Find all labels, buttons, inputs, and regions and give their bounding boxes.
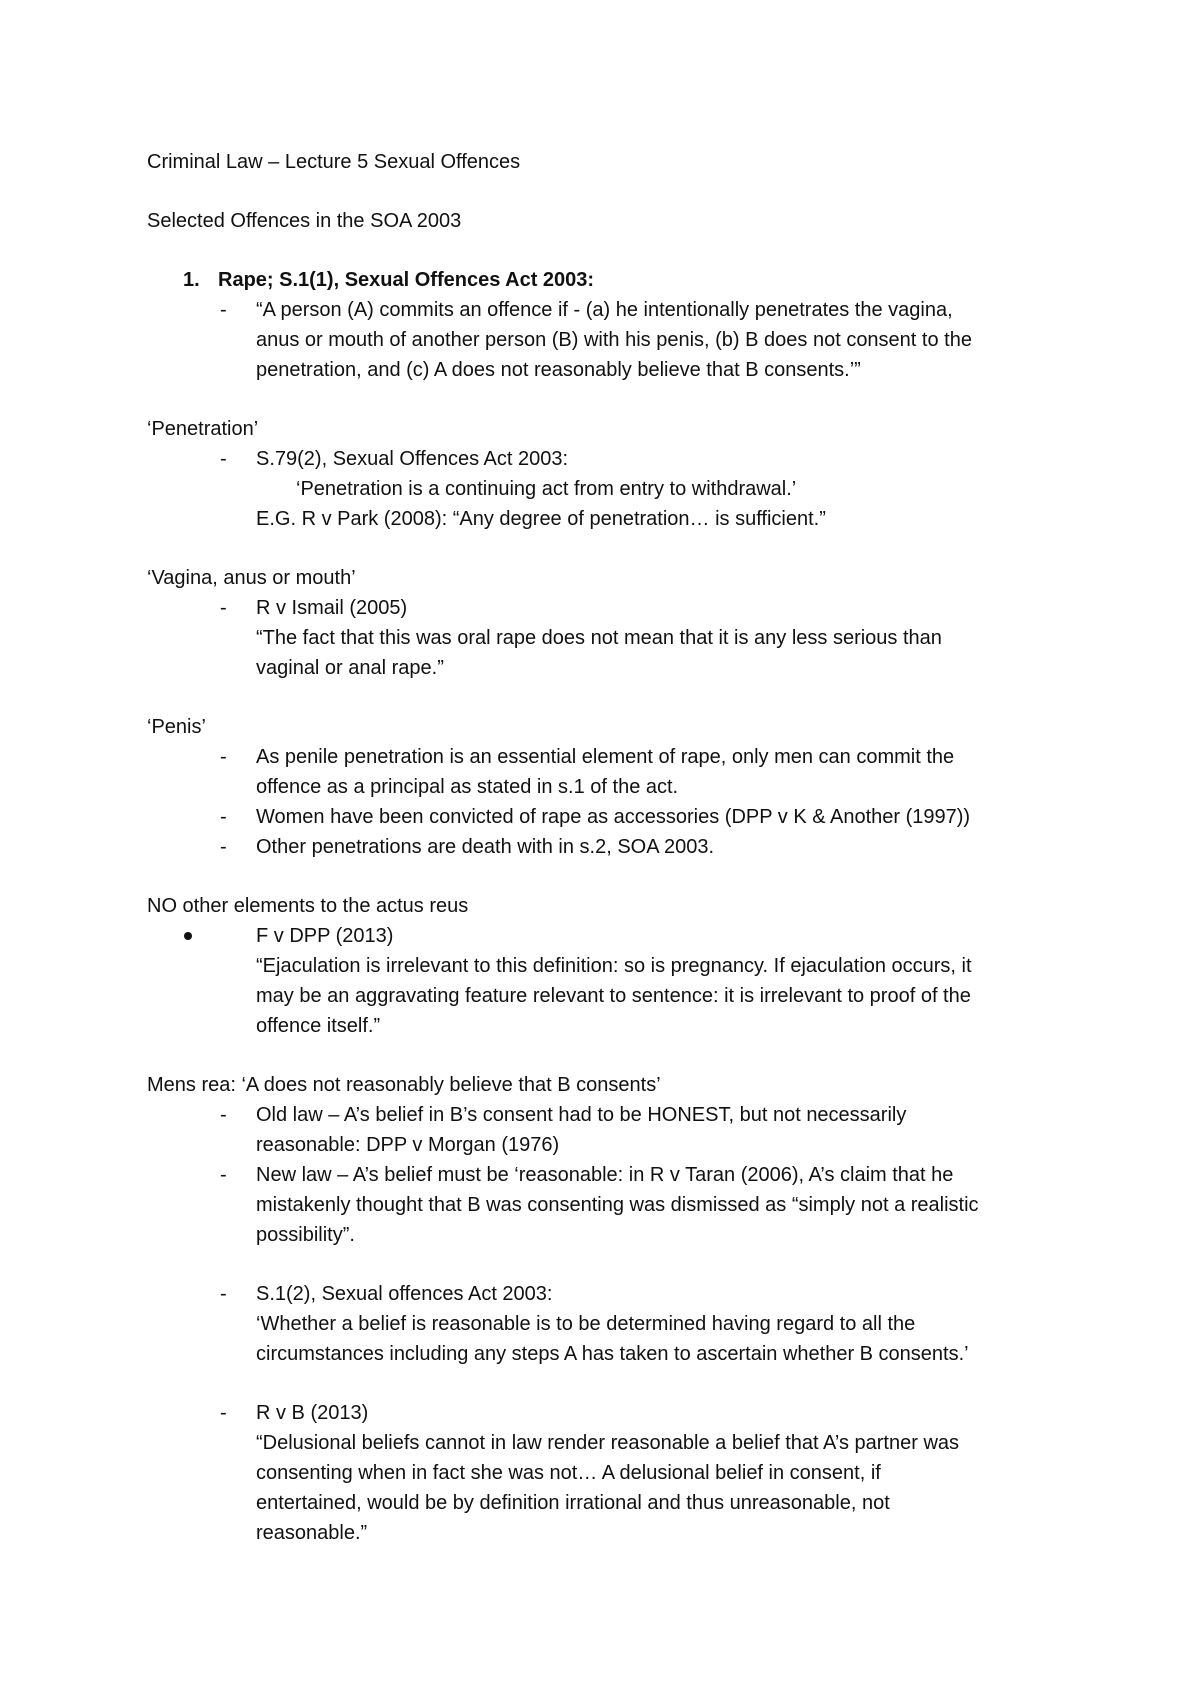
dash-marker: - [220,836,227,858]
dash-marker: - [220,1104,227,1126]
penetration-line: S.79(2), Sexual Offences Act 2003: [256,448,569,470]
section-heading-penis: ‘Penis’ [147,716,206,738]
dash-marker: - [220,299,227,321]
mens-line: reasonable.” [256,1522,368,1544]
section-heading-mens-rea: Mens rea: ‘A does not reasonably believe that B consents’ [147,1074,661,1096]
section-heading-vagina: ‘Vagina, anus or mouth’ [147,567,356,589]
rape-quote-line: penetration, and (c) A does not reasonably believe that B consents.’” [256,359,861,381]
list-number: 1. [183,269,200,291]
mens-line: R v B (2013) [256,1402,369,1424]
vagina-line: R v Ismail (2005) [256,597,408,619]
mens-line: reasonable: DPP v Morgan (1976) [256,1134,560,1156]
dash-marker: - [220,1283,227,1305]
dash-marker: - [220,597,227,619]
rape-heading: Rape; S.1(1), Sexual Offences Act 2003: [218,269,595,291]
mens-line: New law – A’s belief must be ‘reasonable: in R v Taran (2006), A’s claim that he [256,1164,954,1186]
dash-marker: - [220,448,227,470]
mens-line: consenting when in fact she was not… A delusional belief in consent, if [256,1462,881,1484]
section-heading-penetration: ‘Penetration’ [147,418,259,440]
rape-quote-line: “A person (A) commits an offence if - (a) he intentionally penetrates the vagina, [256,299,953,321]
vagina-line: “The fact that this was oral rape does not mean that it is any less serious than [256,627,942,649]
penetration-line: E.G. R v Park (2008): “Any degree of penetration… is sufficient.” [256,508,826,530]
document-title: Criminal Law – Lecture 5 Sexual Offences [147,151,521,173]
dash-marker: - [220,746,227,768]
section-heading-actus-reus: NO other elements to the actus reus [147,895,469,917]
document-subtitle: Selected Offences in the SOA 2003 [147,210,462,232]
penis-line: Other penetrations are death with in s.2, SOA 2003. [256,836,715,858]
penetration-line: ‘Penetration is a continuing act from entry to withdrawal.’ [296,478,797,500]
actus-line: “Ejaculation is irrelevant to this definition: so is pregnancy. If ejaculation occurs, it [256,955,972,977]
mens-line: “Delusional beliefs cannot in law render reasonable a belief that A’s partner was [256,1432,960,1454]
mens-line: S.1(2), Sexual offences Act 2003: [256,1283,553,1305]
penis-line: Women have been convicted of rape as accessories (DPP v K & Another (1997)) [256,806,971,828]
vagina-line: vaginal or anal rape.” [256,657,444,679]
dash-marker: - [220,1164,227,1186]
penis-line: As penile penetration is an essential element of rape, only men can commit the [256,746,955,768]
mens-line: possibility”. [256,1224,355,1246]
actus-line: F v DPP (2013) [256,925,394,947]
actus-line: may be an aggravating feature relevant to sentence: it is irrelevant to proof of the [256,985,971,1007]
actus-line: offence itself.” [256,1015,381,1037]
mens-line: mistakenly thought that B was consenting was dismissed as “simply not a realistic [256,1194,979,1216]
mens-line: circumstances including any steps A has taken to ascertain whether B consents.’ [256,1343,969,1365]
penis-line: offence as a principal as stated in s.1 of the act. [256,776,679,798]
mens-line: ‘Whether a belief is reasonable is to be determined having regard to all the [256,1313,916,1335]
bullet-icon [184,932,192,940]
dash-marker: - [220,1402,227,1424]
mens-line: Old law – A’s belief in B’s consent had to be HONEST, but not necessarily [256,1104,907,1126]
rape-quote-line: anus or mouth of another person (B) with his penis, (b) B does not consent to the [256,329,972,351]
dash-marker: - [220,806,227,828]
mens-line: entertained, would be by definition irrational and thus unreasonable, not [256,1492,890,1514]
